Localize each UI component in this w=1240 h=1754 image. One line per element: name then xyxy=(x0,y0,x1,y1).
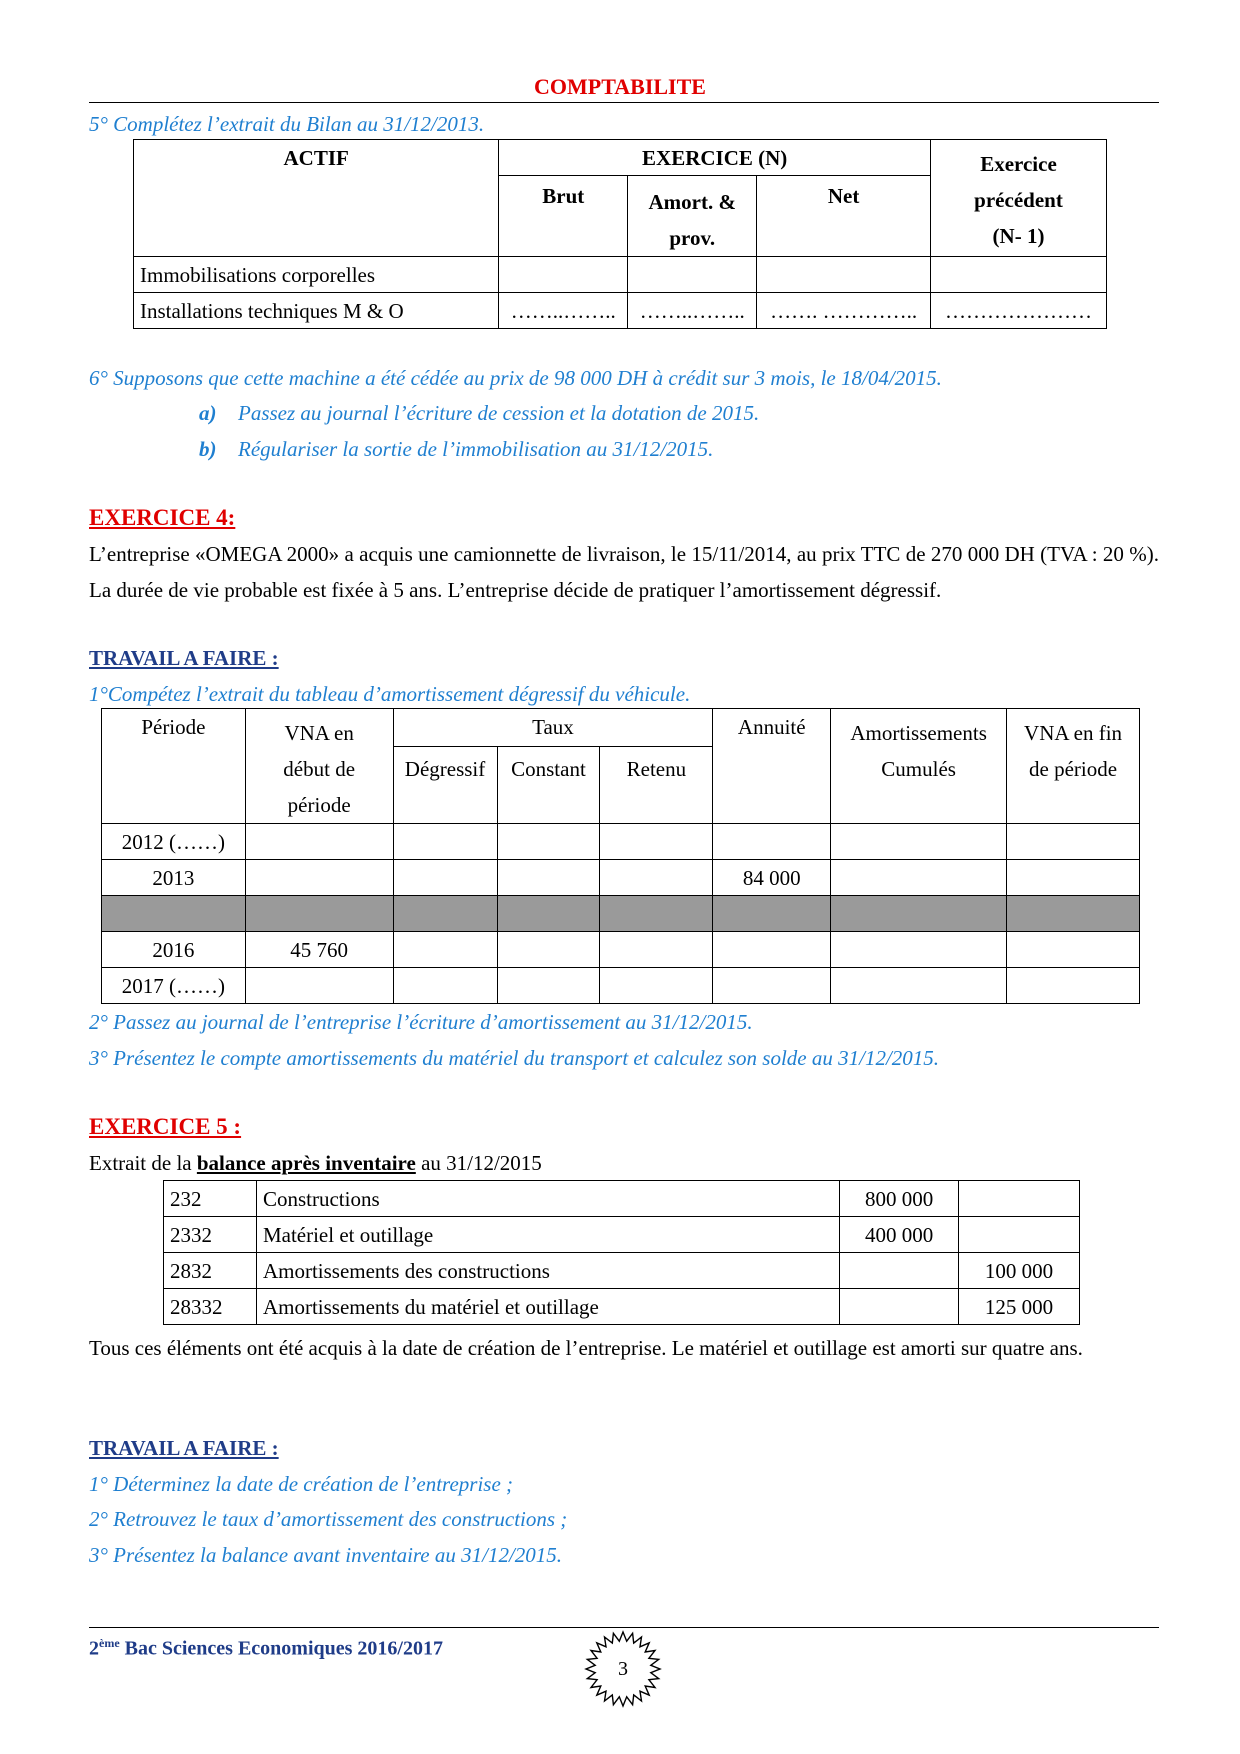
bilan-dots-amort: ……..…….. xyxy=(628,293,757,329)
balance-debit xyxy=(840,1289,959,1325)
balance-code: 28332 xyxy=(164,1289,257,1325)
q6-b-marker: b) xyxy=(199,437,217,461)
bilan-header-amort xyxy=(628,176,757,257)
balance-code: 232 xyxy=(164,1181,257,1217)
amort-cell xyxy=(600,860,713,896)
amort-row-2013: 2013 xyxy=(102,860,246,896)
q6-a-label xyxy=(199,401,217,426)
amort-cell xyxy=(600,824,713,860)
exercice-5-q2: 2° Retrouvez le taux d’amortissement des constructions ; xyxy=(89,1507,568,1531)
exercice-5-q3: 3° Présentez la balance avant inventaire au 31/12/2015. xyxy=(89,1543,563,1567)
q6-instruction: 6° Supposons que cette machine a été cédée au prix de 98 000 DH à crédit sur 3 mois, le 18/04/2015. xyxy=(89,366,942,390)
amort-cell xyxy=(713,932,831,968)
amort-cell xyxy=(497,824,600,860)
intro-pre: Extrait de la xyxy=(89,1151,197,1175)
balance-debit xyxy=(840,1253,959,1289)
exercice-4-title: EXERCICE 4: xyxy=(89,505,236,530)
q6-b-text: Régulariser la sortie de l’immobilisation au 31/12/2015. xyxy=(238,437,714,461)
bilan-header-actif: ACTIF xyxy=(134,140,499,257)
table-row xyxy=(164,1289,1080,1325)
balance-code: 2332 xyxy=(164,1217,257,1253)
amort-line-2: prov. xyxy=(669,226,716,250)
amort-header-annuite: Annuité xyxy=(713,709,831,824)
amort-row-hidden xyxy=(102,896,1140,932)
balance-credit xyxy=(959,1181,1080,1217)
amort-cell xyxy=(393,824,497,860)
bilan-row-installations: Installations techniques M & O xyxy=(134,293,499,329)
balance-credit: 100 000 xyxy=(959,1253,1080,1289)
balance-credit: 125 000 xyxy=(959,1289,1080,1325)
amort-row-2012: 2012 (……) xyxy=(102,824,246,860)
balance-label: Amortissements du matériel et outillage xyxy=(256,1289,839,1325)
amort-cell xyxy=(393,932,497,968)
amort-cell xyxy=(497,932,600,968)
amort-vna-2016: 45 760 xyxy=(245,932,393,968)
vnafin-line-1: VNA en fin xyxy=(1024,721,1123,745)
amort-cell xyxy=(497,968,600,1004)
q6-b-label xyxy=(199,437,217,462)
amort-cell xyxy=(1007,824,1140,860)
amort-header-vna-fin xyxy=(1007,709,1140,824)
header-rule xyxy=(89,102,1159,103)
amort-cell xyxy=(245,968,393,1004)
prec-line-3: (N- 1) xyxy=(992,224,1045,248)
amort-cell xyxy=(1007,860,1140,896)
cumules-line-1: Amortissements xyxy=(850,721,987,745)
amort-header-taux: Taux xyxy=(393,709,713,747)
exercice-4-q3: 3° Présentez le compte amortissements du matériel du transport et calculez son solde au 31/12/2015. xyxy=(89,1046,940,1070)
amort-header-vna-debut xyxy=(245,709,393,824)
table-row xyxy=(164,1253,1080,1289)
page-number-badge xyxy=(584,1630,662,1708)
amort-cell xyxy=(393,968,497,1004)
vna-line-3: période xyxy=(287,793,351,817)
balance-label: Matériel et outillage xyxy=(256,1217,839,1253)
q6-a-marker: a) xyxy=(199,401,217,425)
exercice-5-work-title: TRAVAIL A FAIRE : xyxy=(89,1436,279,1460)
prec-line-1: Exercice xyxy=(980,152,1057,176)
balance-label: Constructions xyxy=(256,1181,839,1217)
bilan-cell xyxy=(499,257,628,293)
exercice-5-intro xyxy=(89,1151,542,1176)
exercice-5-q1: 1° Déterminez la date de création de l’entreprise ; xyxy=(89,1472,514,1496)
cumules-line-2: Cumulés xyxy=(881,757,956,781)
bilan-cell xyxy=(931,257,1107,293)
q5-instruction: 5° Complétez l’extrait du Bilan au 31/12/2013. xyxy=(89,112,485,136)
footer-rule xyxy=(89,1627,1159,1628)
exercice-5-paragraph: Tous ces éléments ont été acquis à la date de création de l’entreprise. Le matériel et outillage est amorti sur quatre ans. xyxy=(89,1336,1083,1360)
bilan-header-exercice-n: EXERCICE (N) xyxy=(499,140,931,176)
bilan-table xyxy=(133,139,1107,329)
balance-code: 2832 xyxy=(164,1253,257,1289)
prec-line-2: précédent xyxy=(974,188,1063,212)
amort-row-2016: 2016 xyxy=(102,932,246,968)
amort-header-degressif: Dégressif xyxy=(393,747,497,824)
bilan-cell xyxy=(628,257,757,293)
bilan-header-brut: Brut xyxy=(499,176,628,257)
amort-annuite-2013: 84 000 xyxy=(713,860,831,896)
page-header-title: COMPTABILITE xyxy=(534,74,706,99)
amort-cell xyxy=(600,932,713,968)
table-row xyxy=(164,1181,1080,1217)
intro-post: au 31/12/2015 xyxy=(415,1151,542,1175)
amort-cell xyxy=(245,824,393,860)
vna-line-1: VNA en xyxy=(284,721,354,745)
bilan-dots-prec: ………………… xyxy=(931,293,1107,329)
bilan-header-exercice-precedent xyxy=(931,140,1107,257)
amort-cell xyxy=(245,860,393,896)
balance-table xyxy=(163,1180,1080,1325)
amort-cell xyxy=(497,860,600,896)
amort-header-periode: Période xyxy=(102,709,246,824)
vna-line-2: début de xyxy=(283,757,356,781)
exercice-5-title: EXERCICE 5 : xyxy=(89,1114,242,1139)
amort-cell xyxy=(831,932,1007,968)
amort-line-1: Amort. & xyxy=(648,190,736,214)
amort-cell xyxy=(713,968,831,1004)
page-number: 3 xyxy=(618,1657,628,1680)
exercice-4-q1: 1°Compétez l’extrait du tableau d’amortissement dégressif du véhicule. xyxy=(89,682,691,706)
amortissement-table xyxy=(101,708,1140,1004)
footer-sup: ème xyxy=(99,1636,120,1650)
bilan-cell xyxy=(757,257,931,293)
amort-header-retenu: Retenu xyxy=(600,747,713,824)
bilan-header-net: Net xyxy=(757,176,931,257)
table-row xyxy=(164,1217,1080,1253)
bilan-dots-brut: ……..…….. xyxy=(499,293,628,329)
amort-cell xyxy=(831,824,1007,860)
amort-cell xyxy=(1007,968,1140,1004)
amort-cell xyxy=(600,968,713,1004)
exercice-4-paragraph: L’entreprise «OMEGA 2000» a acquis une camionnette de livraison, le 15/11/2014, au prix TTC de 270 000 DH (TVA : 20 %). La durée de vie probable est fixée à 5 ans. L’entreprise décide de pratiquer l’amortissement dégressif. xyxy=(89,542,1159,602)
balance-debit: 400 000 xyxy=(840,1217,959,1253)
exercice-4-work-title: TRAVAIL A FAIRE : xyxy=(89,646,279,670)
exercice-4-q2: 2° Passez au journal de l’entreprise l’écriture d’amortissement au 31/12/2015. xyxy=(89,1010,753,1034)
footer-num: 2 xyxy=(89,1637,99,1660)
vnafin-line-2: de période xyxy=(1029,757,1118,781)
amort-header-cumules xyxy=(831,709,1007,824)
footer-text xyxy=(89,1636,443,1661)
q6-a-text: Passez au journal l’écriture de cession et la dotation de 2015. xyxy=(238,401,760,425)
footer-label: Bac Sciences Economiques 2016/2017 xyxy=(119,1637,443,1660)
bilan-dots-net: ……. ………….. xyxy=(757,293,931,329)
amort-cell xyxy=(393,860,497,896)
amort-header-constant: Constant xyxy=(497,747,600,824)
balance-debit: 800 000 xyxy=(840,1181,959,1217)
balance-label: Amortissements des constructions xyxy=(256,1253,839,1289)
amort-cell xyxy=(1007,932,1140,968)
amort-row-2017: 2017 (……) xyxy=(102,968,246,1004)
bilan-row-immobilisations: Immobilisations corporelles xyxy=(134,257,499,293)
balance-credit xyxy=(959,1217,1080,1253)
amort-cell xyxy=(831,968,1007,1004)
intro-bold: balance après inventaire xyxy=(196,1151,416,1175)
amort-cell xyxy=(831,860,1007,896)
amort-cell xyxy=(713,824,831,860)
